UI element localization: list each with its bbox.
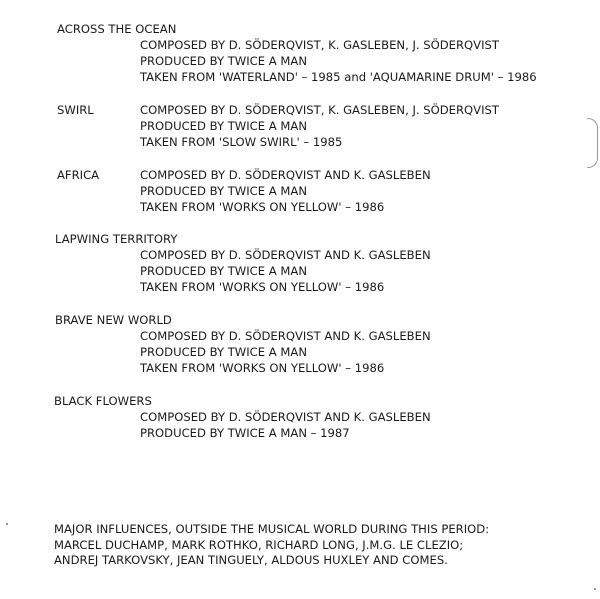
track-title: BRAVE NEW WORLD [55,313,172,327]
track-producer: PRODUCED BY TWICE A MAN [140,184,307,198]
track-producer: PRODUCED BY TWICE A MAN – 1987 [140,426,350,440]
scan-speck [6,523,8,525]
track-producer: PRODUCED BY TWICE A MAN [140,54,307,68]
influences-line: ANDREJ TARKOVSKY, JEAN TINGUELY, ALDOUS HUXLEY AND COMES. [54,553,448,568]
track-composer: COMPOSED BY D. SÖDERQVIST, K. GASLEBEN, J. SÖDERQVIST [140,103,499,117]
track-source: TAKEN FROM 'WORKS ON YELLOW' – 1986 [140,280,385,294]
track-title: ACROSS THE OCEAN [57,22,177,36]
track-source: TAKEN FROM 'SLOW SWIRL' – 1985 [140,135,343,149]
influences-line: MARCEL DUCHAMP, MARK ROTHKO, RICHARD LONG, J.M.G. LE CLEZIO; [54,537,464,552]
track-source: TAKEN FROM 'WORKS ON YELLOW' – 1986 [140,361,385,375]
track-composer: COMPOSED BY D. SÖDERQVIST AND K. GASLEBEN [140,168,431,182]
track-source: TAKEN FROM 'WATERLAND' – 1985 and 'AQUAMARINE DRUM' – 1986 [140,70,537,84]
track-producer: PRODUCED BY TWICE A MAN [140,264,307,278]
track-composer: COMPOSED BY D. SÖDERQVIST, K. GASLEBEN, J. SÖDERQVIST [140,38,499,52]
scan-speck [594,588,596,590]
influences-heading: MAJOR INFLUENCES, OUTSIDE THE MUSICAL WORLD DURING THIS PERIOD: [54,522,490,536]
track-title: SWIRL [57,103,94,117]
track-title: LAPWING TERRITORY [55,232,178,246]
track-composer: COMPOSED BY D. SÖDERQVIST AND K. GASLEBEN [140,410,431,424]
track-title: BLACK FLOWERS [54,394,152,408]
track-title: AFRICA [57,168,100,182]
track-source: TAKEN FROM 'WORKS ON YELLOW' – 1986 [140,200,385,214]
page-edge-mark [587,118,598,168]
track-composer: COMPOSED BY D. SÖDERQVIST AND K. GASLEBEN [140,248,431,262]
influences-paragraph [54,522,489,569]
track-producer: PRODUCED BY TWICE A MAN [140,345,307,359]
track-composer: COMPOSED BY D. SÖDERQVIST AND K. GASLEBEN [140,329,431,343]
track-producer: PRODUCED BY TWICE A MAN [140,119,307,133]
